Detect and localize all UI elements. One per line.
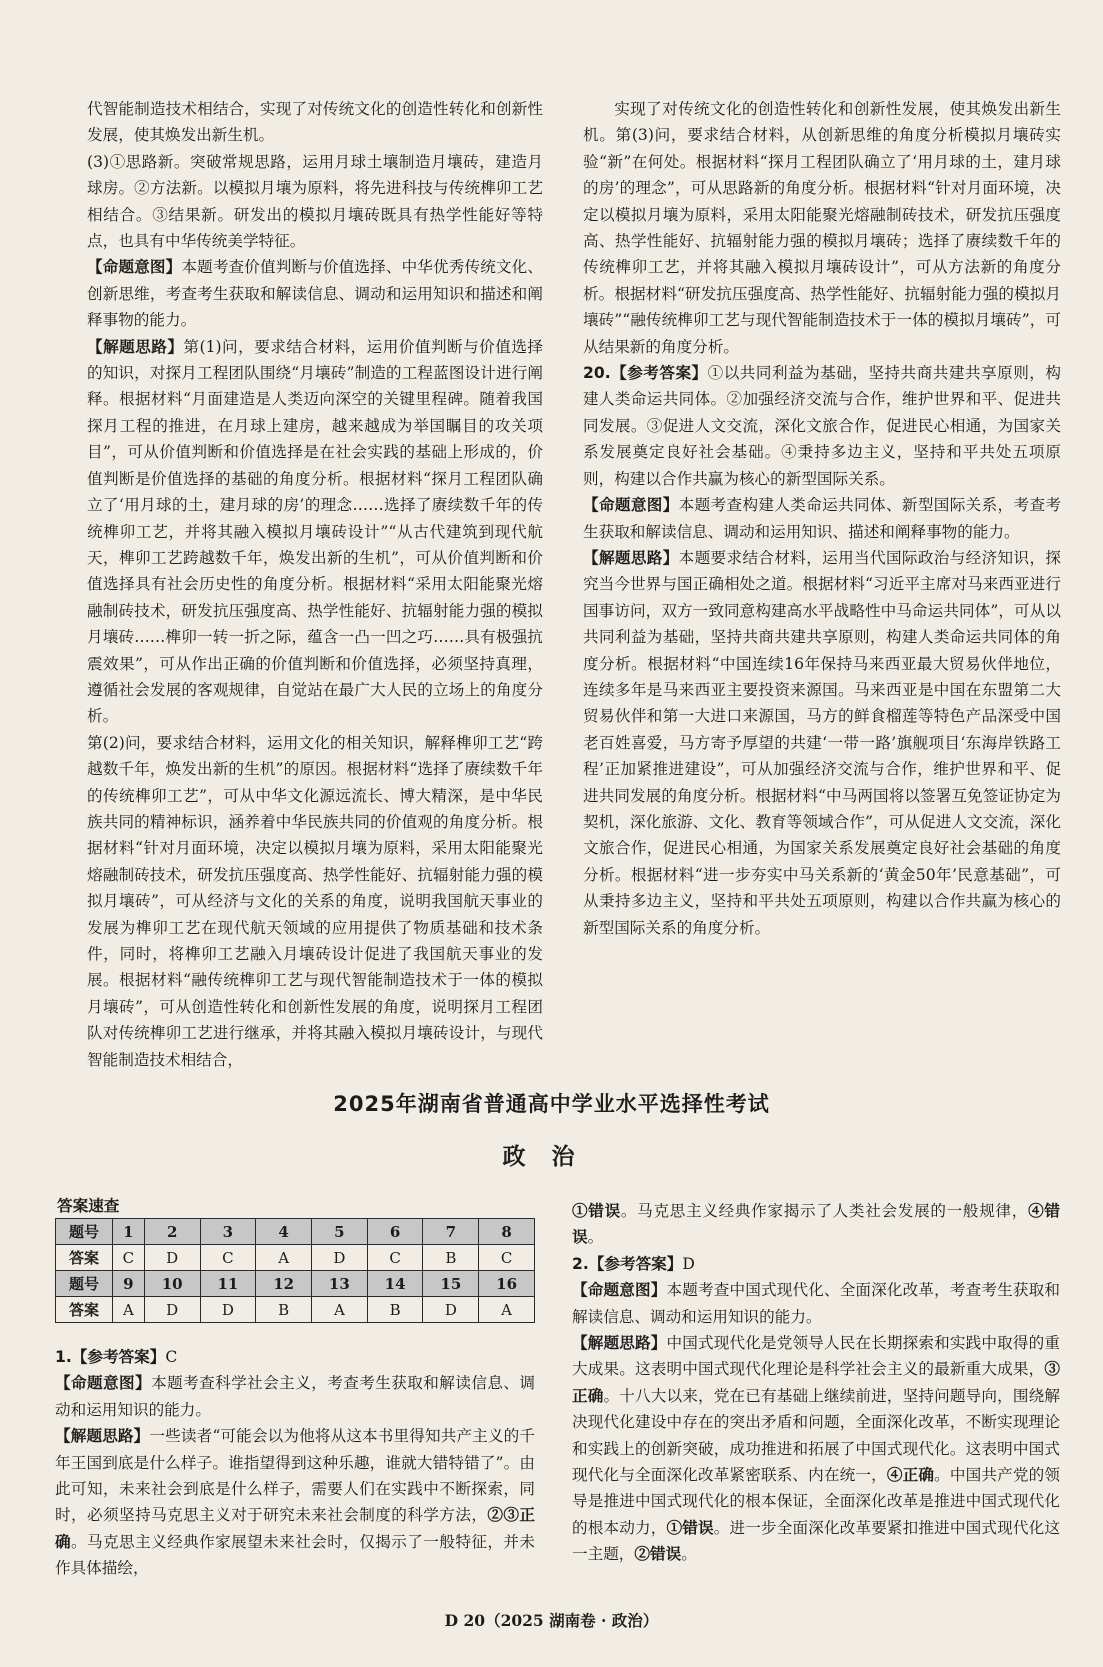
question-number: 8 <box>479 1219 535 1245</box>
q19-intent-text: 本题考查价值判断与价值选择、中华优秀传统文化、创新思维，考查考生获取和解读信息、调动和运用知识和描述和阐释事物的能力。 <box>87 258 543 330</box>
question-number: 6 <box>367 1219 423 1245</box>
answer-tag: 【参考答案】 <box>588 1254 683 1273</box>
q1-answer-letter: C <box>165 1348 178 1366</box>
answer-cell: A <box>256 1245 312 1271</box>
q1-approach-text-2: 。马克思主义经典作家展望未来社会时，仅揭示了一般特征，并未作具体描绘， <box>55 1532 535 1578</box>
answer-cell: A <box>312 1297 368 1323</box>
approach-tag: 【解题思路】 <box>87 337 184 356</box>
answer-row <box>56 1297 535 1323</box>
q1-correct-mark: ②③正确 <box>55 1505 535 1551</box>
q2-correct-mark: ④正确 <box>886 1465 935 1485</box>
question-number: 5 <box>312 1219 368 1245</box>
answer-row <box>56 1245 535 1271</box>
question-number: 3 <box>200 1219 256 1245</box>
quick-answers-label: 答案速查 <box>57 1197 120 1215</box>
question-number: 12 <box>256 1271 312 1297</box>
q19-approach-part2: 第(2)问，要求结合材料，运用文化的相关知识，解释榫卯工艺“跨越数千年，焕发出新的生机”的原因。根据材料“选择了赓续数千年的传统榫卯工艺”，可从中华文化源远流长、博大精深，是中华民族共同的精神标识，涵养着中华民族共同的价值观的角度分析。根据材料“针对月面环境，决定以模拟月壤为原料，采用太阳能聚光熔融制砖技术，研发抗压强度高、热学性能好、抗辐射能力强的模拟月壤砖”，可从经济与文化的关系的角度，说明我国航天事业的发展为榫卯工艺在现代航天领域的应用提供了物质基础和技术条件，同时，将榫卯工艺融入月壤砖设计促进了我国航天事业的发展。根据材料“融传统榫卯工艺与现代智能制造技术于一体的模拟月壤砖”，可从创造性转化和创新性发展的角度，说明探月工程团队对传统榫卯工艺进行继承，并将其融入模拟月壤砖设计，与现代智能制造技术相结合， <box>87 733 543 1069</box>
question-number-row <box>56 1271 535 1297</box>
question-number: 2 <box>144 1219 200 1245</box>
q20-answer <box>583 360 1061 492</box>
question-number: 1 <box>113 1219 145 1245</box>
question-number-row <box>56 1219 535 1245</box>
answer-tag: 【参考答案】 <box>71 1348 166 1366</box>
answer-cell: C <box>113 1245 145 1271</box>
q2-approach <box>572 1330 1060 1568</box>
q1-intent-text: 本题考查科学社会主义，考查考生获取和解读信息、调动和运用知识的能力。 <box>55 1374 535 1419</box>
q19-analysis-left-column <box>87 96 543 1073</box>
intent-tag: 【命题意图】 <box>87 258 182 277</box>
q2-text-1: 中国式现代化是党领导人民在长期探索和实践中取得的重大成果。这表明中国式现代化理论是科学社会主义的最新重大成果， <box>572 1334 1060 1379</box>
q20-intent-text: 本题考查构建人类命运共同体、新型国际关系，考查考生获取和解读信息、调动和运用知识、描述和阐释事物的能力。 <box>583 496 1061 541</box>
q20-number: 20. <box>583 364 611 383</box>
question-number: 15 <box>423 1271 479 1297</box>
answer-cell: D <box>423 1297 479 1323</box>
answer-cell: C <box>200 1245 256 1271</box>
q1-wrong-mark: ①错误 <box>572 1201 621 1220</box>
approach-tag: 【解题思路】 <box>583 548 679 567</box>
approach-tag: 【解题思路】 <box>55 1427 150 1446</box>
answer-cell: B <box>423 1245 479 1271</box>
q2-end: 。 <box>681 1545 697 1564</box>
page-footer: D 20（2025 湖南卷 · 政治） <box>444 1611 659 1630</box>
q2-answer <box>572 1251 1060 1277</box>
question-number: 4 <box>256 1219 312 1245</box>
q1-approach-text: 一些读者“可能会以为他将从这本书里得知共产主义的千年王国到底是什么样子。谁指望得到这种乐趣，谁就大错特错了”。由此可知，未来社会到底是什么样子，需要人们在实践中不断探索，同时，必须坚持马克思主义对于研究未来社会制度的科学方法， <box>55 1427 535 1525</box>
answer-cell: D <box>144 1297 200 1323</box>
row-label-question: 题号 <box>56 1219 113 1245</box>
q2-intent <box>572 1277 1060 1330</box>
q20-intent <box>583 492 1061 545</box>
subject-title: 政治 <box>502 1144 601 1170</box>
q19-intent <box>87 254 543 333</box>
q19-answer-part3: (3)①思路新。突破常规思路，运用月球土壤制造月壤砖，建造月球房。②方法新。以模拟月壤为原料，将先进科技与传统榫卯工艺相结合。③结果新。研发出的模拟月壤砖既具有热学性能好等特点，也具有中华传统美学特征。 <box>87 152 543 251</box>
q1-intent <box>55 1370 535 1423</box>
row-label-answer: 答案 <box>56 1245 113 1271</box>
q1-left-column <box>55 1344 535 1582</box>
q19-approach-text: 第(1)问，要求结合材料，运用价值判断与价值选择的知识，对探月工程团队围绕“月壤砖”制造的工程蓝图设计进行阐释。根据材料“月面建造是人类迈向深空的关键里程碑。随着我国探月工程的推进，在月球上建房，越来越成为举国瞩目的攻关项目”，可从价值判断和价值选择是在社会实践的基础上形成的，价值判断是价值选择的基础的角度分析。根据材料“探月工程团队确立了‘用月球的土，建月球的房’的理念……选择了赓续数千年的传统榫卯工艺，并将其融入模拟月壤砖设计”“从古代建筑到现代航天，榫卯工艺跨越数千年，焕发出新的生机”，可从价值判断和价值选择具有社会历史性的角度分析。根据材料“采用太阳能聚光熔融制砖技术，研发抗压强度高、热学性能好、抗辐射能力强的模拟月壤砖……榫卯一转一折之际，蕴含一凸一凹之巧……具有极强抗震效果”，可从作出正确的价值判断和价值选择，必须坚持真理，遵循社会发展的客观规律，自觉站在最广大人民的立场上的角度分析。 <box>87 337 543 726</box>
intent-tag: 【命题意图】 <box>55 1374 152 1393</box>
answer-cell: D <box>200 1297 256 1323</box>
q1-end: 。 <box>587 1228 604 1247</box>
q2-text-3: 。中国共产党的领导是推进中国式现代化的根本保证，全面深化改革是推进中国式现代化的根本动力， <box>572 1466 1060 1537</box>
answer-cell: C <box>479 1245 535 1271</box>
q1-approach <box>55 1423 535 1581</box>
answer-cell: C <box>367 1245 423 1271</box>
question-number: 10 <box>144 1271 200 1297</box>
answer-cell: B <box>367 1297 423 1323</box>
answer-cell: A <box>479 1297 535 1323</box>
quick-answers-table <box>55 1218 535 1323</box>
q1-answer <box>55 1344 535 1370</box>
approach-tag: 【解题思路】 <box>572 1334 667 1353</box>
q2-correct-mark: ③正确 <box>572 1359 1060 1405</box>
answer-cell: D <box>312 1245 368 1271</box>
question-number: 9 <box>113 1271 145 1297</box>
question-number: 16 <box>479 1271 535 1297</box>
answer-cell: A <box>113 1297 145 1323</box>
intent-tag: 【命题意图】 <box>572 1281 667 1300</box>
answer-cell: D <box>144 1245 200 1271</box>
question-number: 13 <box>312 1271 368 1297</box>
q19-answer-continuation: 代智能制造技术相结合，实现了对传统文化的创造性转化和创新性发展，使其焕发出新生机。 <box>87 100 543 145</box>
q2-wrong-mark: ①错误 <box>666 1517 714 1537</box>
q2-intent-text: 本题考查中国式现代化、全面深化改革，考查考生获取和解读信息、调动和运用知识的能力。 <box>572 1281 1060 1326</box>
q19-q20-right-column <box>583 96 1061 941</box>
q2-text-4: 。进一步全面深化改革要紧扣推进中国式现代化这一主题， <box>572 1518 1060 1564</box>
q20-answer-text: ①以共同利益为基础，坚持共商共建共享原则，构建人类命运共同体。②加强经济交流与合作，维护世界和平、促进共同发展。③促进人文交流，深化文旅合作，促进民心相通，为国家关系发展奠定良好社会基础。④秉持多边主义，坚持和平共处五项原则，构建以合作共赢为核心的新型国际关系。 <box>583 364 1061 488</box>
q1-number: 1. <box>55 1348 72 1366</box>
answer-cell: B <box>256 1297 312 1323</box>
q20-approach <box>583 545 1061 941</box>
q20-approach-text: 本题要求结合材料，运用当代国际政治与经济知识，探究当今世界与国正确相处之道。根据材料“习近平主席对马来西亚进行国事访问，双方一致同意构建高水平战略性中马命运共同体”，可从以共同利益为基础，坚持共商共建共享原则，构建人类命运共同体的角度分析。根据材料“中国连续16年保持马来西亚最大贸易伙伴地位，连续多年是马来西亚主要投资来源国。马来西亚是中国在东盟第二大贸易伙伴和第一大进口来源国，马方的鲜食榴莲等特色产品深受中国老百姓喜爱，马方寄予厚望的共建‘一带一路’旗舰项目‘东海岸铁路工程’正加紧推进建设”，可从加强经济交流与合作，维护世界和平、促进共同发展的角度分析。根据材料“中马两国将以签署互免签证协定为契机，深化旅游、文化、教育等领域合作”，可从促进人文交流，深化文旅合作，促进民心相通，为国家关系发展奠定良好社会基础的角度分析。根据材料“进一步夯实中马关系新的‘黄金50年’民意基础”，可从秉持多边主义，坚持和平共处五项原则，构建以合作共赢为核心的新型国际关系的角度分析。 <box>583 548 1061 937</box>
q2-answer-letter: D <box>682 1254 695 1273</box>
intent-tag: 【命题意图】 <box>583 496 679 515</box>
question-number: 14 <box>367 1271 423 1297</box>
q1-q2-right-column <box>572 1198 1060 1568</box>
q19-approach <box>87 334 543 730</box>
q1-tail-text: 。马克思主义经典作家揭示了人类社会发展的一般规律， <box>620 1202 1029 1220</box>
q19-approach-part3: 实现了对传统文化的创造性转化和创新性发展，使其焕发出新生机。第(3)问，要求结合材料，从创新思维的角度分析模拟月壤砖实验“新”在何处。根据材料“探月工程团队确立了‘用月球的土，建月球的房’的理念”，可从思路新的角度分析。根据材料“针对月面环境，决定以模拟月壤为原料，采用太阳能聚光熔融制砖技术，研发抗压强度高、热学性能好、抗辐射能力强的模拟月壤砖；选择了赓续数千年的传统榫卯工艺，并将其融入模拟月壤砖设计”，可从方法新的角度分析。根据材料“研发抗压强度高、热学性能好、抗辐射能力强的模拟月壤砖”“融传统榫卯工艺与现代智能制造技术于一体的模拟月壤砖”，可从结果新的角度分析。 <box>583 100 1061 356</box>
q2-wrong-mark: ②错误 <box>634 1544 682 1564</box>
question-number: 11 <box>200 1271 256 1297</box>
row-label-answer: 答案 <box>56 1297 113 1323</box>
q2-number: 2. <box>572 1254 589 1273</box>
exam-title: 2025年湖南省普通高中学业水平选择性考试 <box>333 1092 770 1116</box>
question-number: 7 <box>423 1219 479 1245</box>
row-label-question: 题号 <box>56 1271 113 1297</box>
q1-approach-tail <box>572 1198 1060 1251</box>
q1-wrong-mark: ④错误 <box>572 1201 1060 1247</box>
q2-text-2: 。十八大以来，党在已有基础上继续前进，坚持问题导向，围绕解决现代化建设中存在的突出矛盾和问题，全面深化改革，不断实现理论和实践上的创新突破，成功推进和拓展了中国式现代化。这表明中国式现代化与全面深化改革紧密联系、内在统一， <box>572 1386 1060 1485</box>
answer-tag: 【参考答案】 <box>610 364 708 383</box>
